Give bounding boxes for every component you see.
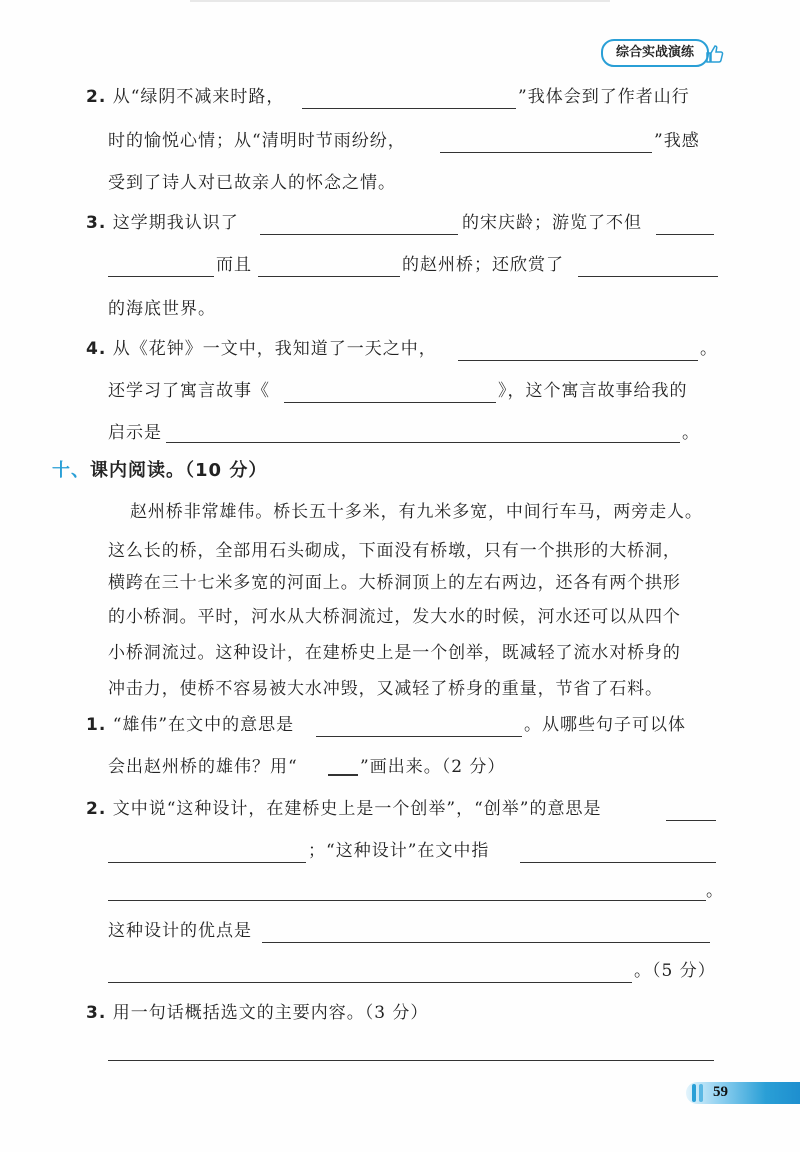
rq3-line1: 3. 用一句话概括选文的主要内容。（3 分） <box>86 1003 429 1023</box>
q3-line2-b: 的赵州桥；还欣赏了 <box>402 255 564 275</box>
q2-line1: 2. 从“绿阴不减来时路， <box>86 87 285 107</box>
section-10-title: 课内阅读。（10 分） <box>90 460 268 481</box>
rq1-underline-sample <box>328 774 358 776</box>
q4-blank-2[interactable] <box>284 402 496 403</box>
q3-line1: 3. 这学期我认识了 <box>86 213 239 233</box>
q2-line2-end: ”我感 <box>654 131 700 151</box>
q3-blank-3[interactable] <box>108 276 214 277</box>
rq2-line1: 2. 文中说“这种设计，在建桥史上是一个创举”，“创举”的意思是 <box>86 799 602 819</box>
rq1-blank-1[interactable] <box>316 736 522 737</box>
rq2-blank-1[interactable] <box>666 820 716 821</box>
q2-blank-2[interactable] <box>440 152 652 153</box>
q2-blank-1[interactable] <box>302 108 516 109</box>
q4-line3: 启示是 <box>108 423 162 443</box>
q3-blank-1[interactable] <box>260 234 458 235</box>
rq2-blank-4[interactable] <box>108 900 706 901</box>
passage-line: 横跨在三十七米多宽的河面上。大桥洞顶上的左右两边，还各有两个拱形 <box>108 573 681 593</box>
q4-blank-3[interactable] <box>166 442 680 443</box>
rq2-line5-end: 。（5 分） <box>634 961 716 981</box>
q4-line2-end: 》，这个寓言故事给我的 <box>498 381 688 401</box>
q4-line1-end: 。 <box>700 339 718 359</box>
rq1-line2-end: ”画出来。（2 分） <box>360 757 506 777</box>
q3-blank-5[interactable] <box>578 276 718 277</box>
q4-line1: 4. 从《花钟》一文中，我知道了一天之中， <box>86 339 437 359</box>
passage-line: 这么长的桥，全部用石头砌成，下面没有桥墩，只有一个拱形的大桥洞， <box>108 541 681 561</box>
q3-blank-4[interactable] <box>258 276 400 277</box>
passage-line: 赵州桥非常雄伟。桥长五十多米，有九米多宽，中间行车马，两旁走人。 <box>130 502 703 522</box>
q2-line2: 时的愉悦心情；从“清明时节雨纷纷， <box>108 131 406 151</box>
rq2-blank-2[interactable] <box>108 862 306 863</box>
q4-blank-1[interactable] <box>458 360 698 361</box>
q4-line2: 还学习了寓言故事《 <box>108 381 270 401</box>
q4-line3-end: 。 <box>682 423 700 443</box>
thumbs-up-icon <box>704 44 724 64</box>
rq2-blank-6[interactable] <box>108 982 632 983</box>
q2-line1-end: ”我体会到了作者山行 <box>518 87 690 107</box>
page-bar-accent <box>699 1084 703 1102</box>
section-badge: 综合实战演练 <box>601 39 709 67</box>
rq2-line3-end: 。 <box>706 881 724 901</box>
section-10-number: 十、 <box>52 460 90 481</box>
rq2-line4: 这种设计的优点是 <box>108 921 252 941</box>
page-number-bar <box>686 1082 800 1104</box>
page-bar-accent <box>692 1084 696 1102</box>
rq1-line1: 1. “雄伟”在文中的意思是 <box>86 715 295 735</box>
rq2-blank-3[interactable] <box>520 862 716 863</box>
page-number: 59 <box>713 1084 728 1100</box>
q3-line1-end: 的宋庆龄；游览了不但 <box>462 213 642 233</box>
q2-line3: 受到了诗人对已故亲人的怀念之情。 <box>108 173 396 193</box>
header-top-line <box>190 0 610 2</box>
rq1-line1-end: 。从哪些句子可以体 <box>524 715 686 735</box>
rq3-blank-1[interactable] <box>108 1060 714 1061</box>
rq2-blank-5[interactable] <box>262 942 710 943</box>
rq1-line2: 会出赵州桥的雄伟？用“ <box>108 757 298 777</box>
q3-blank-2[interactable] <box>656 234 714 235</box>
passage-line: 的小桥洞。平时，河水从大桥洞流过，发大水的时候，河水还可以从四个 <box>108 607 681 627</box>
q3-line3: 的海底世界。 <box>108 299 216 319</box>
passage-line: 冲击力，使桥不容易被大水冲毁，又减轻了桥身的重量，节省了石料。 <box>108 679 663 699</box>
rq2-line2: ；“这种设计”在文中指 <box>308 841 490 861</box>
passage-line: 小桥洞流过。这种设计，在建桥史上是一个创举，既减轻了流水对桥身的 <box>108 643 681 663</box>
q3-line2-a: 而且 <box>216 255 252 275</box>
section-10-heading <box>52 460 267 482</box>
